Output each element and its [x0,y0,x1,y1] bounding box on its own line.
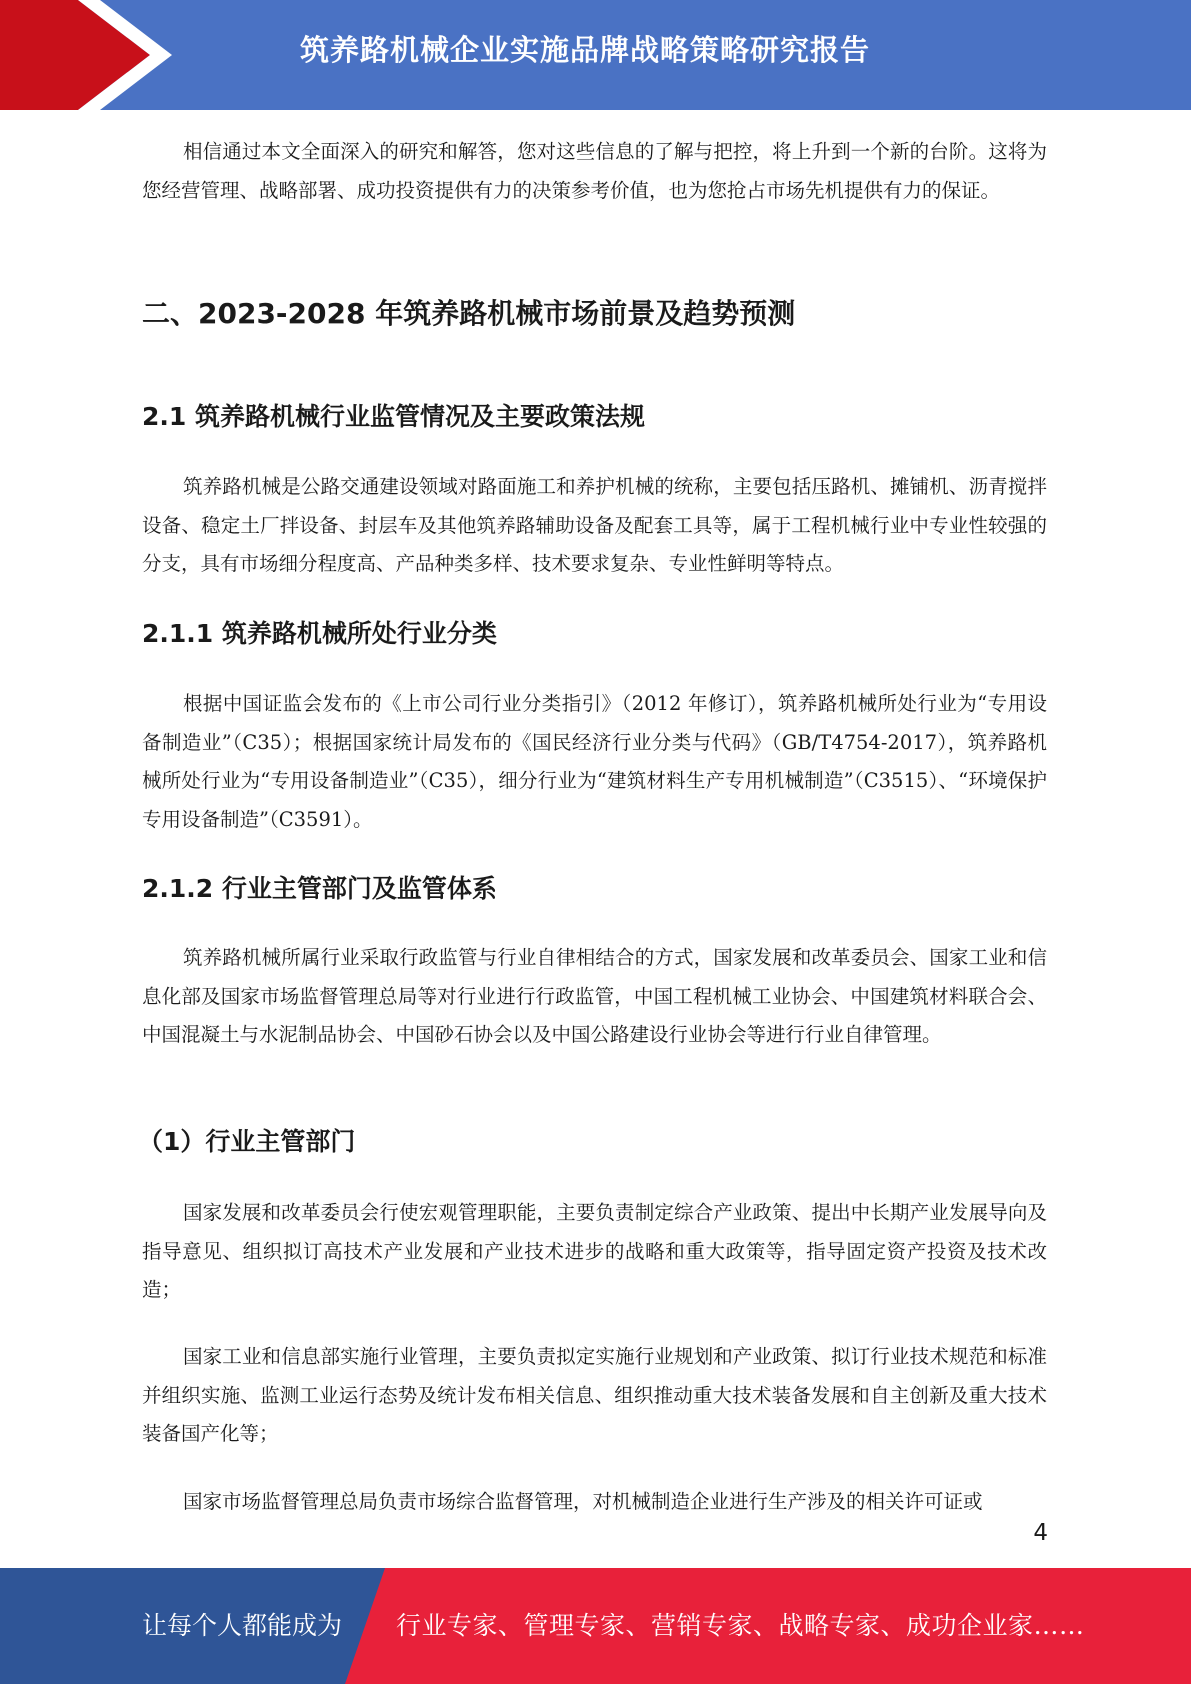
section-2-1-paragraph: 筑养路机械是公路交通建设领域对路面施工和养护机械的统称，主要包括压路机、摊铺机、沥青搅拌设备、稳定土厂拌设备、封层车及其他筑养路辅助设备及配套工具等，属于工程机械行业中专业性较强的分支，具有市场细分程度高、产品种类多样、技术要求复杂、专业性鲜明等特点。 [142,475,1047,575]
subsection-1-paragraph-2: 国家工业和信息部实施行业管理，主要负责拟定实施行业规划和产业政策、拟订行业技术规范和标准并组织实施、监测工业运行态势及统计发布相关信息、组织推动重大技术装备发展和自主创新及重大技术装备国产化等； [142,1345,1047,1445]
subsection-1-paragraph-1: 国家发展和改革委员会行使宏观管理职能，主要负责制定综合产业政策、提出中长期产业发展导向及指导意见、组织拟订高技术产业发展和产业技术进步的战略和重大政策等，指导固定资产投资及技术改造； [142,1201,1047,1301]
page-header [0,0,1191,110]
page-number: 4 [1033,1520,1048,1546]
section-2-heading: 二、2023-2028 年筑养路机械市场前景及趋势预测 [142,297,796,330]
footer-slogan-left: 让每个人都能成为 [142,1611,343,1640]
section-2-1-heading: 2.1 筑养路机械行业监管情况及主要政策法规 [142,402,645,431]
section-2-1-2-heading: 2.1.2 行业主管部门及监管体系 [142,874,497,903]
section-2-1-1-heading: 2.1.1 筑养路机械所处行业分类 [142,619,497,648]
footer-slogan-right: 行业专家、管理专家、营销专家、战略专家、成功企业家…… [396,1611,1085,1640]
report-title: 筑养路机械企业实施品牌战略策略研究报告 [300,33,871,67]
intro-paragraph: 相信通过本文全面深入的研究和解答，您对这些信息的了解与把控，将上升到一个新的台阶。这将为您经营管理、战略部署、成功投资提供有力的决策参考价值，也为您抢占市场先机提供有力的保证。 [142,140,1047,202]
subsection-1-heading: （1）行业主管部门 [138,1127,356,1156]
page-footer [0,1568,1191,1684]
section-2-1-2-paragraph: 筑养路机械所属行业采取行政监管与行业自律相结合的方式，国家发展和改革委员会、国家工业和信息化部及国家市场监督管理总局等对行业进行行政监管，中国工程机械工业协会、中国建筑材料联合会、中国混凝土与水泥制品协会、中国砂石协会以及中国公路建设行业协会等进行行业自律管理。 [142,946,1047,1046]
subsection-1-paragraph-3: 国家市场监督管理总局负责市场综合监督管理，对机械制造企业进行生产涉及的相关许可证或 [183,1490,983,1513]
section-2-1-1-paragraph: 根据中国证监会发布的《上市公司行业分类指引》（2012 年修订），筑养路机械所处行业为“专用设备制造业”（C35）；根据国家统计局发布的《国民经济行业分类与代码》（GB/T4754-2017），筑养路机械所处行业为“专用设备制造业”（C35），细分行业为“建筑材料生产专用机械制造”（C3515）、“环境保护专用设备制造”（C3591）。 [142,692,1047,831]
